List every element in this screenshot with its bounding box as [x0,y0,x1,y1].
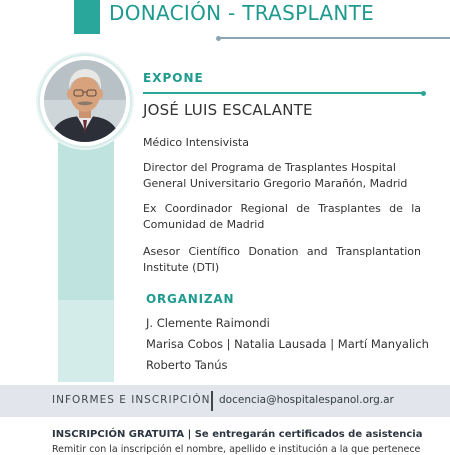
organizers-section-label: ORGANIZAN [146,292,235,306]
speaker-bio-line: Médico Intensivista [143,136,249,149]
speaker-name: JOSÉ LUIS ESCALANTE [143,101,313,119]
organizer-line: Marisa Cobos | Natalia Lausada | Martí Manyalich [146,337,429,351]
header-divider-dot [216,36,221,41]
organizer-line: Roberto Tanús [146,358,228,372]
speaker-bio-line: Asesor Científico Donation and Transplantation Institute (DTI) [143,245,421,274]
speaker-section-label: EXPONE [143,71,204,85]
organizer-line: J. Clemente Raimondi [146,316,270,330]
speaker-bio-line: Ex Coordinador Regional de Trasplantes de la Comunidad de Madrid [143,202,421,231]
header-divider [218,37,450,39]
page-title: DONACIÓN - TRASPLANTE [109,1,375,25]
footer-headline: INSCRIPCIÓN GRATUITA | Se entregarán certificados de asistencia [52,429,423,440]
speaker-divider-dot [421,91,426,96]
speaker-bio-line: Director del Programa de Trasplantes Hospital General Universitario Gregorio Marañón, Madrid [143,161,408,190]
footer-note: Remitir con la inscripción el nombre, apellido e institución a la que pertenece [52,444,421,455]
info-separator [211,391,213,411]
photo-accent-bar-lower [58,300,114,382]
speaker-divider [143,92,424,94]
speaker-photo [44,60,126,142]
speaker-portrait [44,60,126,142]
header-accent-block [74,0,100,34]
info-label: INFORMES E INSCRIPCIÓN [52,394,211,406]
contact-email-link[interactable]: docencia@hospitalespanol.org.ar [219,394,394,406]
